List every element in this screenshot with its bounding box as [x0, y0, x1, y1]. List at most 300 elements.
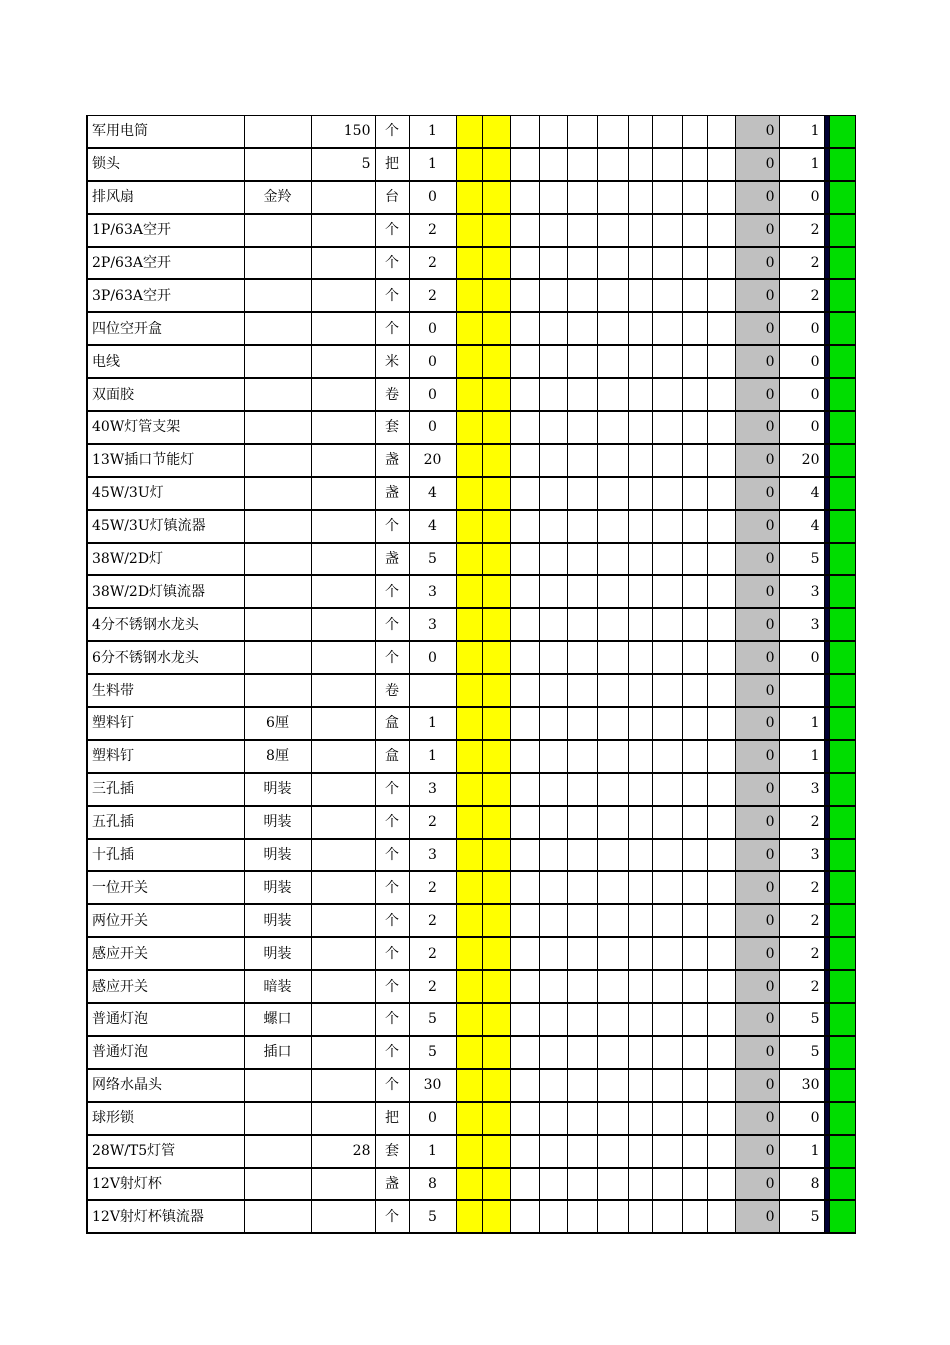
- empty-cell[interactable]: [597, 773, 628, 806]
- total-cell[interactable]: 1: [779, 1135, 824, 1168]
- grey-value-cell[interactable]: 0: [735, 279, 779, 312]
- empty-cell[interactable]: [652, 181, 682, 214]
- quantity-cell[interactable]: 0: [409, 378, 456, 411]
- empty-cell[interactable]: [510, 740, 539, 773]
- spec-cell[interactable]: [244, 575, 311, 608]
- empty-cell[interactable]: [597, 148, 628, 181]
- quantity-cell[interactable]: 2: [409, 904, 456, 937]
- grey-value-cell[interactable]: 0: [735, 116, 779, 148]
- unit-cell[interactable]: 个: [375, 608, 409, 641]
- empty-cell[interactable]: [539, 181, 567, 214]
- empty-cell[interactable]: [707, 1102, 735, 1135]
- unit-cell[interactable]: 盏: [375, 477, 409, 510]
- empty-cell[interactable]: [707, 740, 735, 773]
- price-cell[interactable]: [311, 904, 375, 937]
- empty-cell[interactable]: [707, 345, 735, 378]
- empty-cell[interactable]: [539, 839, 567, 872]
- empty-cell[interactable]: [652, 641, 682, 674]
- empty-cell[interactable]: [539, 740, 567, 773]
- empty-cell[interactable]: [539, 279, 567, 312]
- empty-cell[interactable]: [510, 148, 539, 181]
- empty-cell[interactable]: [707, 839, 735, 872]
- empty-cell[interactable]: [539, 1003, 567, 1036]
- empty-cell[interactable]: [510, 970, 539, 1003]
- status-cell[interactable]: [829, 214, 855, 247]
- quantity-cell[interactable]: 0: [409, 312, 456, 345]
- empty-cell[interactable]: [597, 1135, 628, 1168]
- empty-cell[interactable]: [707, 444, 735, 477]
- total-cell[interactable]: 8: [779, 1168, 824, 1201]
- highlight-cell[interactable]: [456, 1102, 482, 1135]
- status-cell[interactable]: [829, 871, 855, 904]
- grey-value-cell[interactable]: 0: [735, 773, 779, 806]
- empty-cell[interactable]: [628, 707, 652, 740]
- item-name-cell[interactable]: 十孔插: [87, 839, 244, 872]
- item-name-cell[interactable]: 军用电筒: [87, 116, 244, 148]
- price-cell[interactable]: [311, 806, 375, 839]
- empty-cell[interactable]: [628, 247, 652, 280]
- spec-cell[interactable]: 插口: [244, 1036, 311, 1069]
- item-name-cell[interactable]: 三孔插: [87, 773, 244, 806]
- status-cell[interactable]: [829, 773, 855, 806]
- quantity-cell[interactable]: 0: [409, 411, 456, 444]
- price-cell[interactable]: [311, 937, 375, 970]
- empty-cell[interactable]: [682, 937, 707, 970]
- empty-cell[interactable]: [510, 312, 539, 345]
- price-cell[interactable]: [311, 477, 375, 510]
- spec-cell[interactable]: 螺口: [244, 1003, 311, 1036]
- empty-cell[interactable]: [652, 116, 682, 148]
- spec-cell[interactable]: [244, 345, 311, 378]
- grey-value-cell[interactable]: 0: [735, 904, 779, 937]
- unit-cell[interactable]: 盏: [375, 1168, 409, 1201]
- item-name-cell[interactable]: 38W/2D灯镇流器: [87, 575, 244, 608]
- item-name-cell[interactable]: 普通灯泡: [87, 1036, 244, 1069]
- empty-cell[interactable]: [539, 477, 567, 510]
- highlight-cell[interactable]: [456, 411, 482, 444]
- grey-value-cell[interactable]: 0: [735, 444, 779, 477]
- highlight-cell[interactable]: [456, 148, 482, 181]
- empty-cell[interactable]: [539, 378, 567, 411]
- status-cell[interactable]: [829, 1003, 855, 1036]
- unit-cell[interactable]: 个: [375, 1036, 409, 1069]
- unit-cell[interactable]: 把: [375, 1102, 409, 1135]
- empty-cell[interactable]: [682, 839, 707, 872]
- empty-cell[interactable]: [567, 477, 597, 510]
- empty-cell[interactable]: [628, 345, 652, 378]
- empty-cell[interactable]: [682, 148, 707, 181]
- empty-cell[interactable]: [652, 1036, 682, 1069]
- empty-cell[interactable]: [707, 707, 735, 740]
- highlight-cell[interactable]: [456, 116, 482, 148]
- highlight-cell[interactable]: [456, 247, 482, 280]
- total-cell[interactable]: 2: [779, 279, 824, 312]
- status-cell[interactable]: [829, 1168, 855, 1201]
- highlight-cell[interactable]: [482, 773, 510, 806]
- empty-cell[interactable]: [597, 181, 628, 214]
- status-cell[interactable]: [829, 116, 855, 148]
- grey-value-cell[interactable]: 0: [735, 1200, 779, 1233]
- empty-cell[interactable]: [510, 707, 539, 740]
- empty-cell[interactable]: [652, 148, 682, 181]
- total-cell[interactable]: 1: [779, 707, 824, 740]
- empty-cell[interactable]: [510, 181, 539, 214]
- empty-cell[interactable]: [682, 806, 707, 839]
- highlight-cell[interactable]: [482, 510, 510, 543]
- grey-value-cell[interactable]: 0: [735, 608, 779, 641]
- grey-value-cell[interactable]: 0: [735, 1135, 779, 1168]
- highlight-cell[interactable]: [456, 740, 482, 773]
- item-name-cell[interactable]: 28W/T5灯管: [87, 1135, 244, 1168]
- empty-cell[interactable]: [567, 1135, 597, 1168]
- highlight-cell[interactable]: [482, 707, 510, 740]
- empty-cell[interactable]: [707, 674, 735, 707]
- empty-cell[interactable]: [707, 477, 735, 510]
- empty-cell[interactable]: [539, 773, 567, 806]
- empty-cell[interactable]: [707, 773, 735, 806]
- status-cell[interactable]: [829, 740, 855, 773]
- item-name-cell[interactable]: 网络水晶头: [87, 1069, 244, 1102]
- price-cell[interactable]: [311, 378, 375, 411]
- spec-cell[interactable]: 明装: [244, 937, 311, 970]
- quantity-cell[interactable]: 3: [409, 575, 456, 608]
- empty-cell[interactable]: [682, 904, 707, 937]
- empty-cell[interactable]: [567, 1200, 597, 1233]
- empty-cell[interactable]: [628, 1102, 652, 1135]
- empty-cell[interactable]: [567, 740, 597, 773]
- highlight-cell[interactable]: [482, 904, 510, 937]
- total-cell[interactable]: 5: [779, 1003, 824, 1036]
- total-cell[interactable]: 1: [779, 148, 824, 181]
- empty-cell[interactable]: [597, 839, 628, 872]
- status-cell[interactable]: [829, 312, 855, 345]
- spec-cell[interactable]: [244, 1102, 311, 1135]
- item-name-cell[interactable]: 普通灯泡: [87, 1003, 244, 1036]
- highlight-cell[interactable]: [482, 378, 510, 411]
- total-cell[interactable]: 2: [779, 214, 824, 247]
- grey-value-cell[interactable]: 0: [735, 740, 779, 773]
- highlight-cell[interactable]: [482, 116, 510, 148]
- empty-cell[interactable]: [510, 543, 539, 576]
- empty-cell[interactable]: [567, 1069, 597, 1102]
- spec-cell[interactable]: 明装: [244, 904, 311, 937]
- unit-cell[interactable]: 盏: [375, 444, 409, 477]
- item-name-cell[interactable]: 排风扇: [87, 181, 244, 214]
- spec-cell[interactable]: [244, 279, 311, 312]
- empty-cell[interactable]: [652, 378, 682, 411]
- empty-cell[interactable]: [539, 345, 567, 378]
- quantity-cell[interactable]: 5: [409, 1003, 456, 1036]
- empty-cell[interactable]: [652, 510, 682, 543]
- empty-cell[interactable]: [707, 1135, 735, 1168]
- empty-cell[interactable]: [597, 1200, 628, 1233]
- price-cell[interactable]: [311, 1003, 375, 1036]
- empty-cell[interactable]: [567, 575, 597, 608]
- quantity-cell[interactable]: 4: [409, 510, 456, 543]
- spec-cell[interactable]: [244, 1200, 311, 1233]
- total-cell[interactable]: 2: [779, 806, 824, 839]
- unit-cell[interactable]: 个: [375, 1069, 409, 1102]
- empty-cell[interactable]: [682, 543, 707, 576]
- empty-cell[interactable]: [682, 279, 707, 312]
- empty-cell[interactable]: [567, 806, 597, 839]
- spec-cell[interactable]: 金羚: [244, 181, 311, 214]
- spec-cell[interactable]: [244, 477, 311, 510]
- highlight-cell[interactable]: [456, 510, 482, 543]
- unit-cell[interactable]: 卷: [375, 378, 409, 411]
- item-name-cell[interactable]: 锁头: [87, 148, 244, 181]
- item-name-cell[interactable]: 感应开关: [87, 937, 244, 970]
- empty-cell[interactable]: [628, 1069, 652, 1102]
- item-name-cell[interactable]: 45W/3U灯镇流器: [87, 510, 244, 543]
- price-cell[interactable]: [311, 1036, 375, 1069]
- empty-cell[interactable]: [510, 1168, 539, 1201]
- quantity-cell[interactable]: 3: [409, 773, 456, 806]
- empty-cell[interactable]: [510, 1069, 539, 1102]
- empty-cell[interactable]: [510, 674, 539, 707]
- highlight-cell[interactable]: [456, 773, 482, 806]
- empty-cell[interactable]: [539, 904, 567, 937]
- status-cell[interactable]: [829, 839, 855, 872]
- unit-cell[interactable]: 个: [375, 312, 409, 345]
- unit-cell[interactable]: 套: [375, 411, 409, 444]
- highlight-cell[interactable]: [456, 444, 482, 477]
- empty-cell[interactable]: [628, 839, 652, 872]
- item-name-cell[interactable]: 6分不锈钢水龙头: [87, 641, 244, 674]
- empty-cell[interactable]: [510, 116, 539, 148]
- empty-cell[interactable]: [682, 1200, 707, 1233]
- status-cell[interactable]: [829, 707, 855, 740]
- quantity-cell[interactable]: 0: [409, 181, 456, 214]
- quantity-cell[interactable]: 2: [409, 937, 456, 970]
- empty-cell[interactable]: [567, 937, 597, 970]
- status-cell[interactable]: [829, 806, 855, 839]
- empty-cell[interactable]: [707, 214, 735, 247]
- price-cell[interactable]: [311, 674, 375, 707]
- price-cell[interactable]: [311, 740, 375, 773]
- empty-cell[interactable]: [597, 1168, 628, 1201]
- total-cell[interactable]: 2: [779, 247, 824, 280]
- status-cell[interactable]: [829, 444, 855, 477]
- empty-cell[interactable]: [597, 279, 628, 312]
- empty-cell[interactable]: [567, 1036, 597, 1069]
- total-cell[interactable]: 0: [779, 378, 824, 411]
- item-name-cell[interactable]: 双面胶: [87, 378, 244, 411]
- empty-cell[interactable]: [628, 608, 652, 641]
- empty-cell[interactable]: [539, 641, 567, 674]
- empty-cell[interactable]: [597, 871, 628, 904]
- empty-cell[interactable]: [567, 148, 597, 181]
- empty-cell[interactable]: [652, 707, 682, 740]
- empty-cell[interactable]: [682, 575, 707, 608]
- quantity-cell[interactable]: 3: [409, 839, 456, 872]
- empty-cell[interactable]: [567, 1003, 597, 1036]
- status-cell[interactable]: [829, 543, 855, 576]
- unit-cell[interactable]: 个: [375, 773, 409, 806]
- empty-cell[interactable]: [597, 674, 628, 707]
- empty-cell[interactable]: [567, 345, 597, 378]
- empty-cell[interactable]: [567, 970, 597, 1003]
- empty-cell[interactable]: [628, 1200, 652, 1233]
- quantity-cell[interactable]: 0: [409, 345, 456, 378]
- total-cell[interactable]: 30: [779, 1069, 824, 1102]
- highlight-cell[interactable]: [482, 839, 510, 872]
- empty-cell[interactable]: [682, 641, 707, 674]
- spec-cell[interactable]: 暗装: [244, 970, 311, 1003]
- empty-cell[interactable]: [652, 937, 682, 970]
- highlight-cell[interactable]: [482, 1135, 510, 1168]
- empty-cell[interactable]: [567, 707, 597, 740]
- spec-cell[interactable]: [244, 1168, 311, 1201]
- empty-cell[interactable]: [628, 378, 652, 411]
- empty-cell[interactable]: [567, 279, 597, 312]
- empty-cell[interactable]: [510, 279, 539, 312]
- empty-cell[interactable]: [567, 510, 597, 543]
- highlight-cell[interactable]: [456, 1036, 482, 1069]
- status-cell[interactable]: [829, 904, 855, 937]
- empty-cell[interactable]: [539, 674, 567, 707]
- spec-cell[interactable]: [244, 1135, 311, 1168]
- empty-cell[interactable]: [707, 312, 735, 345]
- grey-value-cell[interactable]: 0: [735, 148, 779, 181]
- empty-cell[interactable]: [510, 641, 539, 674]
- empty-cell[interactable]: [510, 904, 539, 937]
- empty-cell[interactable]: [510, 345, 539, 378]
- empty-cell[interactable]: [597, 641, 628, 674]
- empty-cell[interactable]: [682, 214, 707, 247]
- total-cell[interactable]: 2: [779, 904, 824, 937]
- highlight-cell[interactable]: [482, 411, 510, 444]
- price-cell[interactable]: [311, 214, 375, 247]
- status-cell[interactable]: [829, 247, 855, 280]
- empty-cell[interactable]: [652, 1102, 682, 1135]
- empty-cell[interactable]: [567, 214, 597, 247]
- spec-cell[interactable]: [244, 543, 311, 576]
- empty-cell[interactable]: [567, 608, 597, 641]
- total-cell[interactable]: 1: [779, 740, 824, 773]
- highlight-cell[interactable]: [482, 148, 510, 181]
- empty-cell[interactable]: [707, 937, 735, 970]
- empty-cell[interactable]: [597, 904, 628, 937]
- highlight-cell[interactable]: [456, 674, 482, 707]
- unit-cell[interactable]: 个: [375, 904, 409, 937]
- highlight-cell[interactable]: [482, 543, 510, 576]
- empty-cell[interactable]: [539, 608, 567, 641]
- total-cell[interactable]: 4: [779, 510, 824, 543]
- empty-cell[interactable]: [597, 575, 628, 608]
- empty-cell[interactable]: [652, 674, 682, 707]
- quantity-cell[interactable]: 2: [409, 214, 456, 247]
- status-cell[interactable]: [829, 937, 855, 970]
- empty-cell[interactable]: [628, 904, 652, 937]
- highlight-cell[interactable]: [456, 608, 482, 641]
- empty-cell[interactable]: [682, 247, 707, 280]
- item-name-cell[interactable]: 塑料钉: [87, 707, 244, 740]
- empty-cell[interactable]: [682, 740, 707, 773]
- empty-cell[interactable]: [652, 1168, 682, 1201]
- status-cell[interactable]: [829, 1102, 855, 1135]
- empty-cell[interactable]: [510, 871, 539, 904]
- empty-cell[interactable]: [597, 1003, 628, 1036]
- empty-cell[interactable]: [707, 871, 735, 904]
- spec-cell[interactable]: 明装: [244, 806, 311, 839]
- empty-cell[interactable]: [628, 510, 652, 543]
- price-cell[interactable]: [311, 279, 375, 312]
- empty-cell[interactable]: [539, 1168, 567, 1201]
- highlight-cell[interactable]: [456, 312, 482, 345]
- quantity-cell[interactable]: 1: [409, 1135, 456, 1168]
- grey-value-cell[interactable]: 0: [735, 641, 779, 674]
- empty-cell[interactable]: [682, 116, 707, 148]
- total-cell[interactable]: 5: [779, 1200, 824, 1233]
- unit-cell[interactable]: 卷: [375, 674, 409, 707]
- empty-cell[interactable]: [539, 543, 567, 576]
- empty-cell[interactable]: [652, 279, 682, 312]
- empty-cell[interactable]: [707, 1069, 735, 1102]
- grey-value-cell[interactable]: 0: [735, 1168, 779, 1201]
- quantity-cell[interactable]: [409, 674, 456, 707]
- highlight-cell[interactable]: [456, 937, 482, 970]
- unit-cell[interactable]: 个: [375, 641, 409, 674]
- total-cell[interactable]: 5: [779, 543, 824, 576]
- empty-cell[interactable]: [682, 707, 707, 740]
- empty-cell[interactable]: [567, 871, 597, 904]
- empty-cell[interactable]: [539, 1036, 567, 1069]
- highlight-cell[interactable]: [456, 477, 482, 510]
- empty-cell[interactable]: [510, 806, 539, 839]
- empty-cell[interactable]: [510, 1102, 539, 1135]
- empty-cell[interactable]: [539, 116, 567, 148]
- empty-cell[interactable]: [510, 1200, 539, 1233]
- empty-cell[interactable]: [510, 477, 539, 510]
- spec-cell[interactable]: [244, 608, 311, 641]
- highlight-cell[interactable]: [482, 641, 510, 674]
- status-cell[interactable]: [829, 378, 855, 411]
- highlight-cell[interactable]: [482, 937, 510, 970]
- price-cell[interactable]: [311, 345, 375, 378]
- empty-cell[interactable]: [652, 608, 682, 641]
- highlight-cell[interactable]: [456, 181, 482, 214]
- highlight-cell[interactable]: [482, 871, 510, 904]
- empty-cell[interactable]: [597, 970, 628, 1003]
- empty-cell[interactable]: [652, 214, 682, 247]
- grey-value-cell[interactable]: 0: [735, 543, 779, 576]
- empty-cell[interactable]: [707, 1200, 735, 1233]
- grey-value-cell[interactable]: 0: [735, 312, 779, 345]
- empty-cell[interactable]: [707, 904, 735, 937]
- empty-cell[interactable]: [682, 773, 707, 806]
- empty-cell[interactable]: [567, 116, 597, 148]
- empty-cell[interactable]: [567, 543, 597, 576]
- grey-value-cell[interactable]: 0: [735, 937, 779, 970]
- highlight-cell[interactable]: [456, 1135, 482, 1168]
- empty-cell[interactable]: [682, 1003, 707, 1036]
- unit-cell[interactable]: 个: [375, 279, 409, 312]
- unit-cell[interactable]: 把: [375, 148, 409, 181]
- empty-cell[interactable]: [597, 116, 628, 148]
- highlight-cell[interactable]: [456, 378, 482, 411]
- spec-cell[interactable]: 8厘: [244, 740, 311, 773]
- spec-cell[interactable]: 明装: [244, 839, 311, 872]
- empty-cell[interactable]: [567, 674, 597, 707]
- quantity-cell[interactable]: 2: [409, 806, 456, 839]
- empty-cell[interactable]: [707, 378, 735, 411]
- empty-cell[interactable]: [652, 1069, 682, 1102]
- item-name-cell[interactable]: 38W/2D灯: [87, 543, 244, 576]
- unit-cell[interactable]: 个: [375, 247, 409, 280]
- spec-cell[interactable]: [244, 411, 311, 444]
- total-cell[interactable]: 0: [779, 345, 824, 378]
